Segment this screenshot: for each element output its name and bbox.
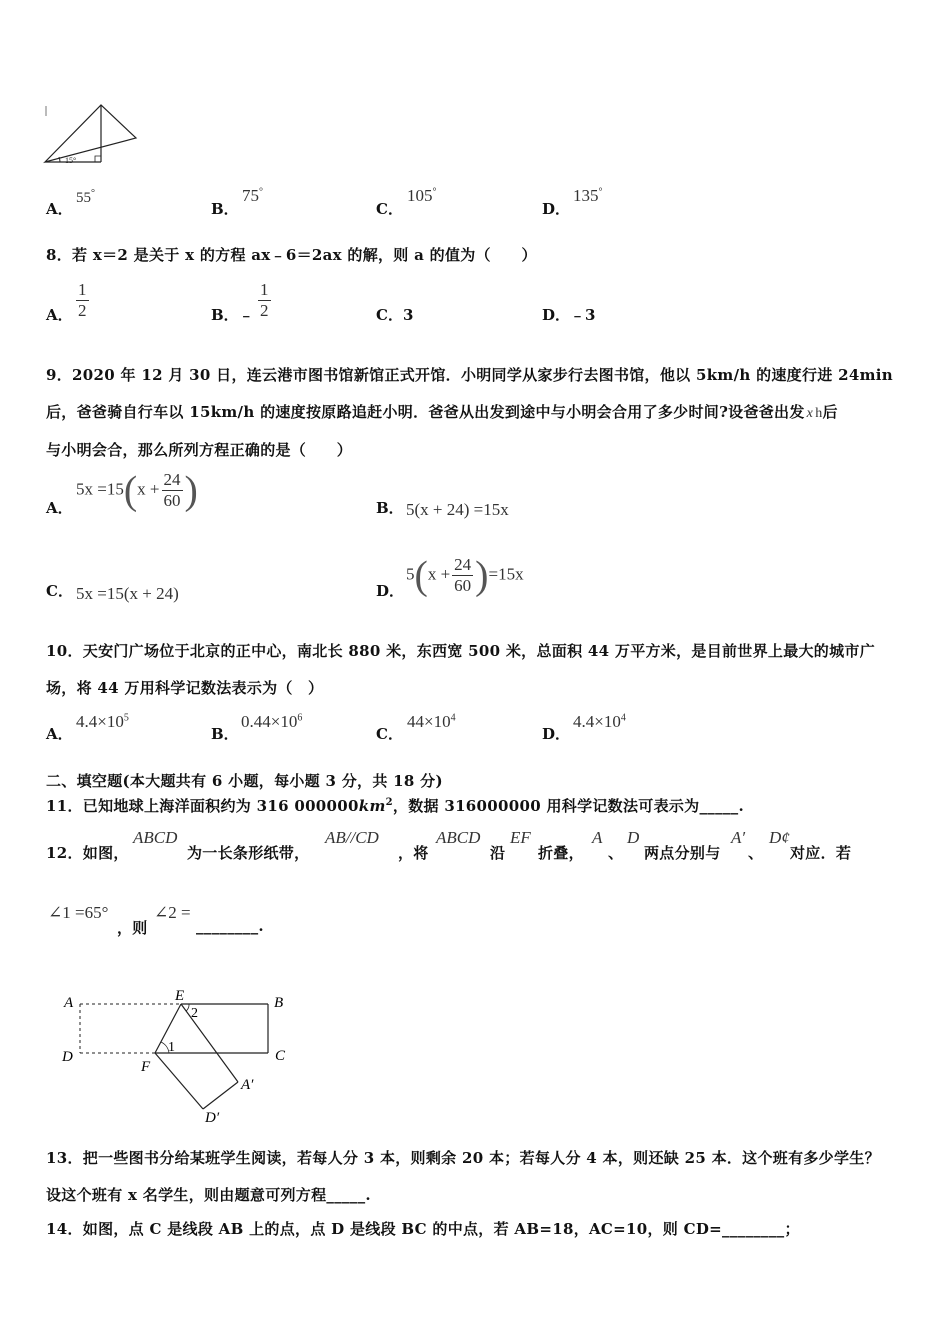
q8-stem: 8．若 x＝2 是关于 x 的方程 ax﹣6＝2ax 的解，则 a 的值为（ ）	[46, 246, 537, 264]
q12-text-5: 两点分别与	[644, 844, 721, 862]
q12-point-a-prime: A′	[731, 828, 746, 847]
q10-option-a-value: $4.4\times 10^5$	[76, 712, 129, 731]
q12-text-4: 折叠，	[538, 844, 584, 862]
q7-option-c[interactable]: C．	[376, 200, 403, 218]
q11-text: 11．已知地球上海洋面积约为 316 $000000km^2$，数据 316000000 用科学记数法可表示为_____.	[46, 797, 745, 815]
option-letter: A．	[46, 200, 73, 218]
q9-line1: 9．2020 年 12 月 30 日，连云港市图书馆新馆正式开馆．小明同学从家步行去图书馆，他以 5km/h 的速度行进 24min	[46, 366, 893, 384]
q12-text-2: ，将	[398, 844, 429, 862]
q8-option-d[interactable]: D．﹣3	[542, 306, 596, 324]
fig-label-c: C	[275, 1048, 286, 1064]
q8-option-a[interactable]: A．	[46, 306, 73, 324]
q7-option-b[interactable]: B．	[211, 200, 239, 218]
q10-option-a[interactable]: A．	[46, 725, 73, 743]
q10-option-b-value: $0.44\times 10^6$	[241, 712, 303, 731]
q12-abcd-2: ABCD	[436, 828, 481, 847]
q8-option-b-frac: $\frac{1}{2}$	[260, 280, 269, 320]
q9-option-d-eq: 5(x + $\frac{24}{60}$ )=15x	[406, 552, 524, 598]
section2-title: 二、填空题(本大题共有 6 小题，每小题 3 分，共 18 分)	[46, 772, 443, 790]
q7-option-a-value: 55°	[76, 188, 95, 206]
q7-option-b-value: 75°	[242, 186, 263, 205]
q10-option-d[interactable]: D．	[542, 725, 571, 743]
q9-option-a-eq: 5x =15(x + $\frac{24}{60}$ )	[76, 467, 198, 513]
q10-option-b[interactable]: B．	[211, 725, 239, 743]
q12-point-a: A	[592, 828, 603, 847]
q10-line1: 10．天安门广场位于北京的正中心，南北长 880 米，东西宽 500 米，总面积 44 万平方米，是目前世界上最大的城市广	[46, 642, 876, 660]
fig-label-b: B	[274, 995, 284, 1011]
fig-label-angle2: 2	[191, 1006, 198, 1021]
q12-text-3: 沿	[490, 844, 506, 862]
q13-line1: 13．把一些图书分给某班学生阅读，若每人分 3 本，则剩余 20 本；若每人分 4 本，则还缺 25 本．这个班有多少学生？	[46, 1149, 880, 1167]
q12-ef: EF	[510, 828, 531, 847]
q8-option-a-frac: $\frac{1}{2}$	[78, 280, 87, 320]
q9-option-c[interactable]: C．	[46, 582, 73, 600]
q12-text-1: 为一长条形纸带，	[187, 844, 310, 862]
q12-text-6: 对应．若	[790, 844, 852, 862]
q7-option-d[interactable]: D．	[542, 200, 571, 218]
q9-option-b-eq: 5(x + 24) =15x	[406, 500, 509, 519]
q12-sep: 、	[608, 844, 624, 862]
fig-label-a-prime: A′	[241, 1077, 254, 1093]
q10-option-c[interactable]: C．	[376, 725, 403, 743]
q9-line2: 后，爸爸骑自行车以 15km/h 的速度按原路追赶小明．爸爸从出发到途中与小明会合用了多少时间?设爸爸出发 x h后	[46, 403, 838, 421]
q8-option-b[interactable]: B．﹣	[211, 306, 254, 324]
q10-option-c-value: $44\times 10^4$	[407, 712, 456, 731]
q9-option-b[interactable]: B．	[376, 499, 404, 517]
q12-folding-figure	[55, 985, 300, 1130]
q10-line2: 场，将 44 万用科学记数法表示为（ ）	[46, 679, 324, 697]
q12-sep2: 、	[748, 844, 764, 862]
q9-option-d[interactable]: D．	[376, 582, 405, 600]
q12-line1: 12．如图，	[46, 844, 129, 862]
fig-label-angle1: 1	[168, 1040, 175, 1055]
q7-option-d-value: 135°	[573, 186, 603, 205]
fig-label-d-prime: D′	[205, 1110, 220, 1126]
fig-label-d: D	[62, 1049, 73, 1065]
q12-blank[interactable]: ________.	[196, 917, 264, 935]
q12-point-d: D	[627, 828, 640, 847]
q8-option-c[interactable]: C．3	[376, 306, 414, 324]
fig-label-f: F	[141, 1059, 151, 1075]
q13-line2: 设这个班有 x 名学生，则由题意可列方程_____.	[46, 1186, 371, 1204]
q12-angle2: ∠2 =	[154, 903, 191, 922]
q12-abcd-1: ABCD	[133, 828, 178, 847]
q9-option-a[interactable]: A．	[46, 499, 73, 517]
q7-angle-label: 15°	[65, 156, 77, 165]
q12-text-7: ，则	[117, 919, 148, 937]
q12-angle1: ∠1 =65°	[48, 903, 109, 922]
q12-parallel: AB//CD	[325, 828, 379, 847]
fig-label-e: E	[175, 988, 185, 1004]
q12-point-d-prime: D¢	[769, 828, 790, 847]
q9-line3: 与小明会合，那么所列方程正确的是（ ）	[46, 441, 353, 459]
q7-triangle-figure	[40, 100, 145, 170]
q7-option-c-value: 105°	[407, 186, 437, 205]
q9-option-c-eq: 5x =15(x + 24)	[76, 584, 179, 603]
fig-label-a: A	[64, 995, 74, 1011]
q10-option-d-value: $4.4\times 10^4$	[573, 712, 626, 731]
q7-option-a[interactable]	[46, 198, 73, 219]
q14-line1: 14．如图，点 C 是线段 AB 上的点，点 D 是线段 BC 的中点，若 AB=18，AC=10，则 CD=________；	[46, 1220, 800, 1238]
